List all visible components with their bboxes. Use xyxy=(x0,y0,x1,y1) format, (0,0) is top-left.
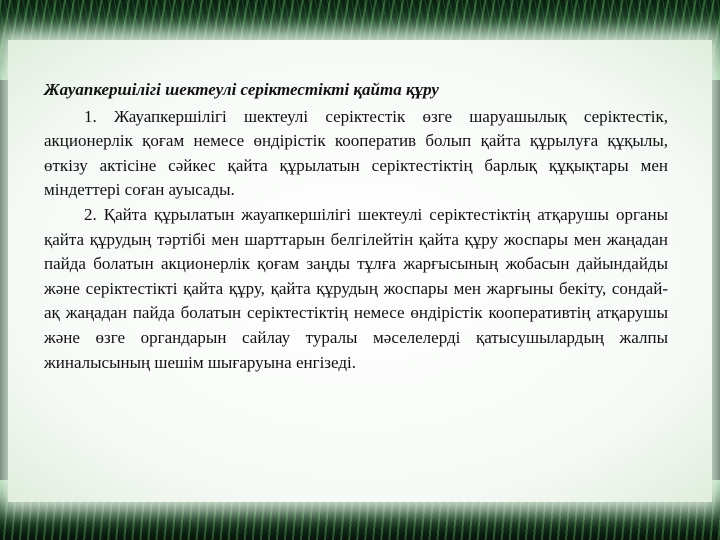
paragraph-1: 1. Жауапкершілігі шектеулі серіктестік өзге шаруашылық серіктестік, акционерлік қоғам немесе өндірістік кооператив болып қайта құрылуға құқылы, өткізу актісіне сәйкес қайта құрылатын серіктестіктің барлық құқықтары мен міндеттері соған ауысады. xyxy=(44,106,668,200)
slide-title: Жауапкершілігі шектеулі серіктестікті қайта құру xyxy=(44,80,439,99)
slide-content xyxy=(44,78,668,375)
paragraph-2: 2. Қайта құрылатын жауапкершілігі шектеулі серіктестіктің атқарушы органы қайта құрудың тәртібі мен шарттарын белгілейтін қайта құру жоспары мен жаңадан пайда болатын акционерлік қоғам заңды тұлға жарғысының жобасын дайындайды және серіктестікті қайта құру, қайта құрудың жоспары мен жарғыны бекіту, сондай-ақ жаңадан пайда болатын серіктестіктің немесе өндірістік кооперативтің атқарушы және өзге органдарын сайлау туралы мәселелерді қатысушылардың жалпы жиналысының шешім шығаруына енгізеді. xyxy=(44,204,668,372)
